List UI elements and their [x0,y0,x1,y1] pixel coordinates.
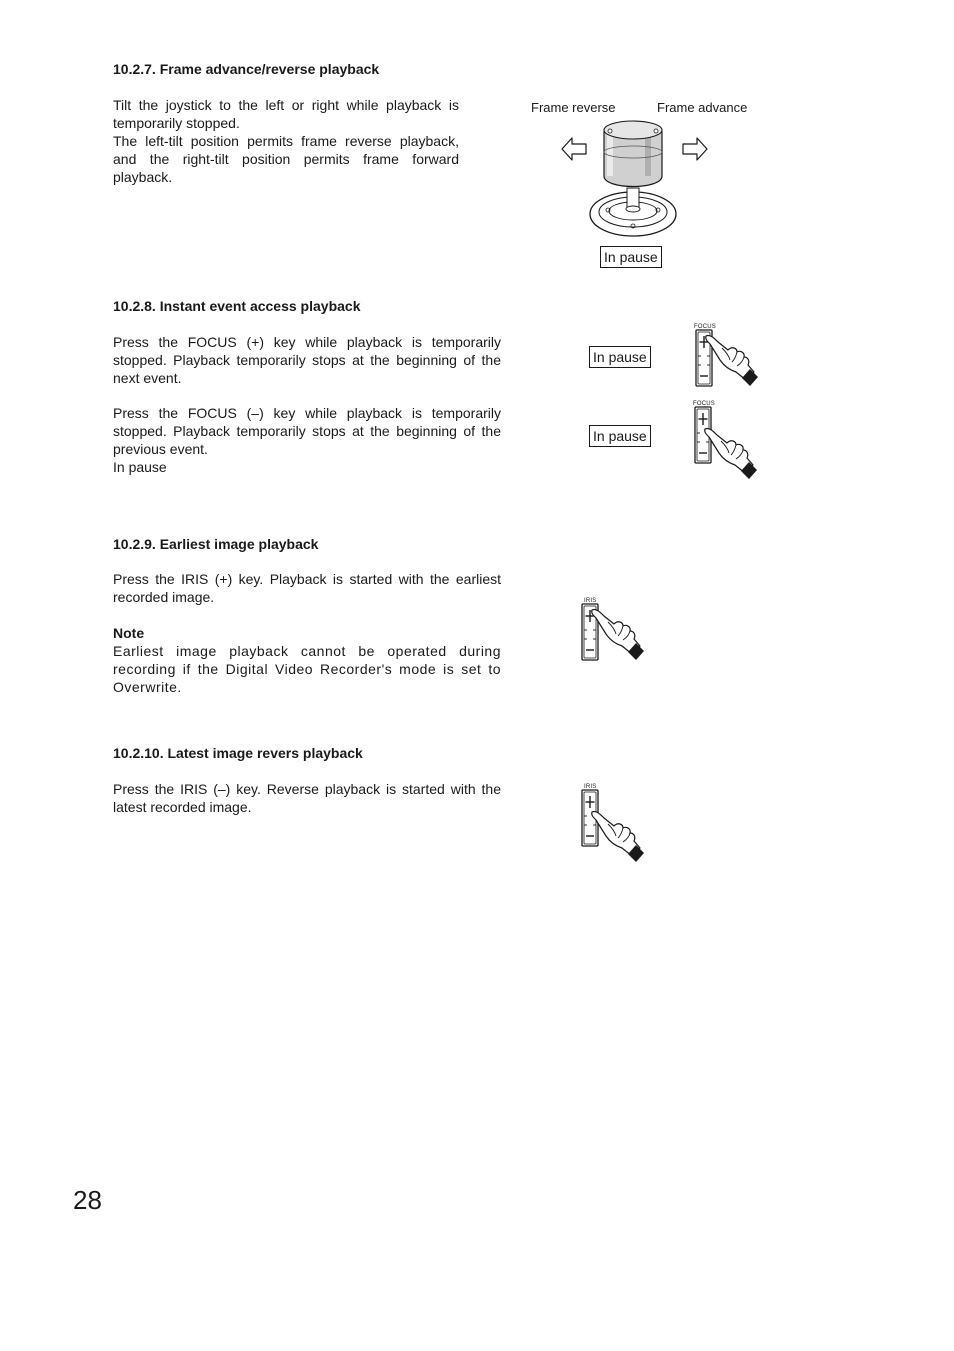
iris-key-label: IRIS [584,784,597,790]
paragraph: The left-tilt position permits frame reverse playback, and the right-tilt position permits frame forward playback. [113,133,459,185]
section-heading-10-2-7: 10.2.7. Frame advance/reverse playback [113,61,380,77]
paragraph: Tilt the joystick to the left or right while playback is temporarily stopped. [113,97,459,131]
section-body-10-2-9 [113,570,501,696]
arrow-right-icon [682,136,708,162]
frame-advance-label: Frame advance [657,100,748,115]
iris-key-label: IRIS [584,598,597,604]
paragraph: Press the IRIS (–) key. Reverse playback is started with the latest recorded image. [113,781,501,815]
section-heading-10-2-9: 10.2.9. Earliest image playback [113,536,319,552]
iris-plus-press-icon [582,604,648,664]
section-heading-10-2-10: 10.2.10. Latest image revers playback [113,745,363,761]
section-body-10-2-7 [113,96,459,186]
paragraph: Press the FOCUS (–) key while playback is temporarily stopped. Playback temporarily stops at the beginning of the previous event. [113,405,501,457]
focus-key-label: FOCUS [694,324,716,330]
page-number: 28 [73,1185,102,1215]
iris-minus-press-icon [582,790,648,866]
section-body-10-2-10 [113,780,501,816]
paragraph: Press the FOCUS (+) key while playback is temporarily stopped. Playback temporarily stops at the beginning of the next event. [113,334,501,386]
paragraph: In pause [113,459,167,475]
focus-key-label: FOCUS [693,401,715,407]
focus-plus-press-icon [696,330,762,390]
arrow-left-icon [561,136,587,162]
section-body-10-2-8 [113,333,501,476]
section-heading-10-2-8: 10.2.8. Instant event access playback [113,298,361,314]
focus-minus-press-icon [695,407,761,483]
frame-reverse-label: Frame reverse [531,100,616,115]
status-badge-in-pause: In pause [589,425,651,447]
joystick-icon [588,118,678,240]
paragraph: Press the IRIS (+) key. Playback is started with the earliest recorded image. [113,571,501,605]
status-badge-in-pause: In pause [600,246,662,268]
note-text: Earliest image playback cannot be operated during recording if the Digital Video Recorder's mode is set to Overwrite. [113,643,501,695]
status-badge-in-pause: In pause [589,346,651,368]
note-label: Note [113,625,145,641]
